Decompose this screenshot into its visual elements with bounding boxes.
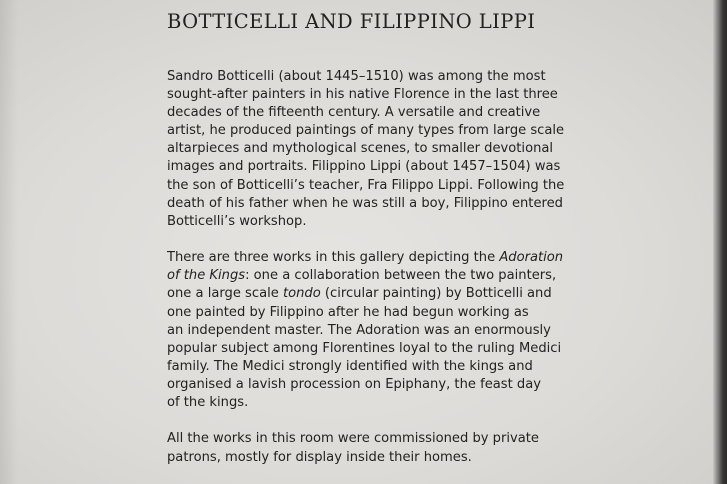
text-run: (circular painting) by Botticelli and [320,286,552,302]
paragraph-intro [167,68,565,231]
wall-edge-right [713,0,727,484]
paragraph-gap [167,412,552,430]
text-line: decades of the fifteenth century. A versatile and creative [167,105,541,121]
text-line: artist, he produced paintings of many types from large scale [167,123,565,139]
text-line: Botticelli’s workshop. [167,213,307,229]
text-line: images and portraits. Filippino Lippi (about 1457–1504) was [167,159,561,175]
text-line: Sandro Botticelli (about 1445–1510) was among the most [167,69,546,84]
text-line: family. The Medici strongly identified with the kings and [167,358,533,374]
text-line [167,267,557,285]
text-line: altarpieces and mythological scenes, to smaller devotional [167,141,554,157]
paragraph-commissions [167,430,552,466]
text-line: organised a lavish procession on Epiphany, the feast day [167,376,541,392]
text-line: the son of Botticelli’s teacher, Fra Filippo Lippi. Following the [167,177,565,193]
panel-title: BOTTICELLI AND FILIPPINO LIPPI [167,10,536,33]
text-line: patrons, mostly for display inside their homes. [167,449,472,465]
italic-title: of the Kings [167,268,246,284]
text-line: of the kings. [167,394,249,410]
panel-body [167,68,565,467]
paragraph-gap [167,231,552,249]
text-run: one a large scale [167,286,283,302]
text-line: death of his father when he was still a boy, Filippino entered [167,195,563,211]
text-line: one painted by Filippino after he had begun working as [167,304,529,320]
text-line [167,285,552,303]
text-run: There are three works in this gallery depicting the [167,250,500,266]
text-line: popular subject among Florentines loyal to the ruling Medici [167,340,562,356]
italic-title: Adoration [499,250,564,266]
text-line: sought-after painters in his native Florence in the last three [167,87,558,103]
paragraph-adoration [167,249,564,412]
wall-shadow-left [0,0,18,484]
text-line [167,249,564,267]
text-run: : one a collaboration between the two painters, [245,268,557,284]
text-line: All the works in this room were commissioned by private [167,431,539,447]
text-line: an independent master. The Adoration was an enormously [167,322,551,338]
italic-term: tondo [282,286,321,302]
